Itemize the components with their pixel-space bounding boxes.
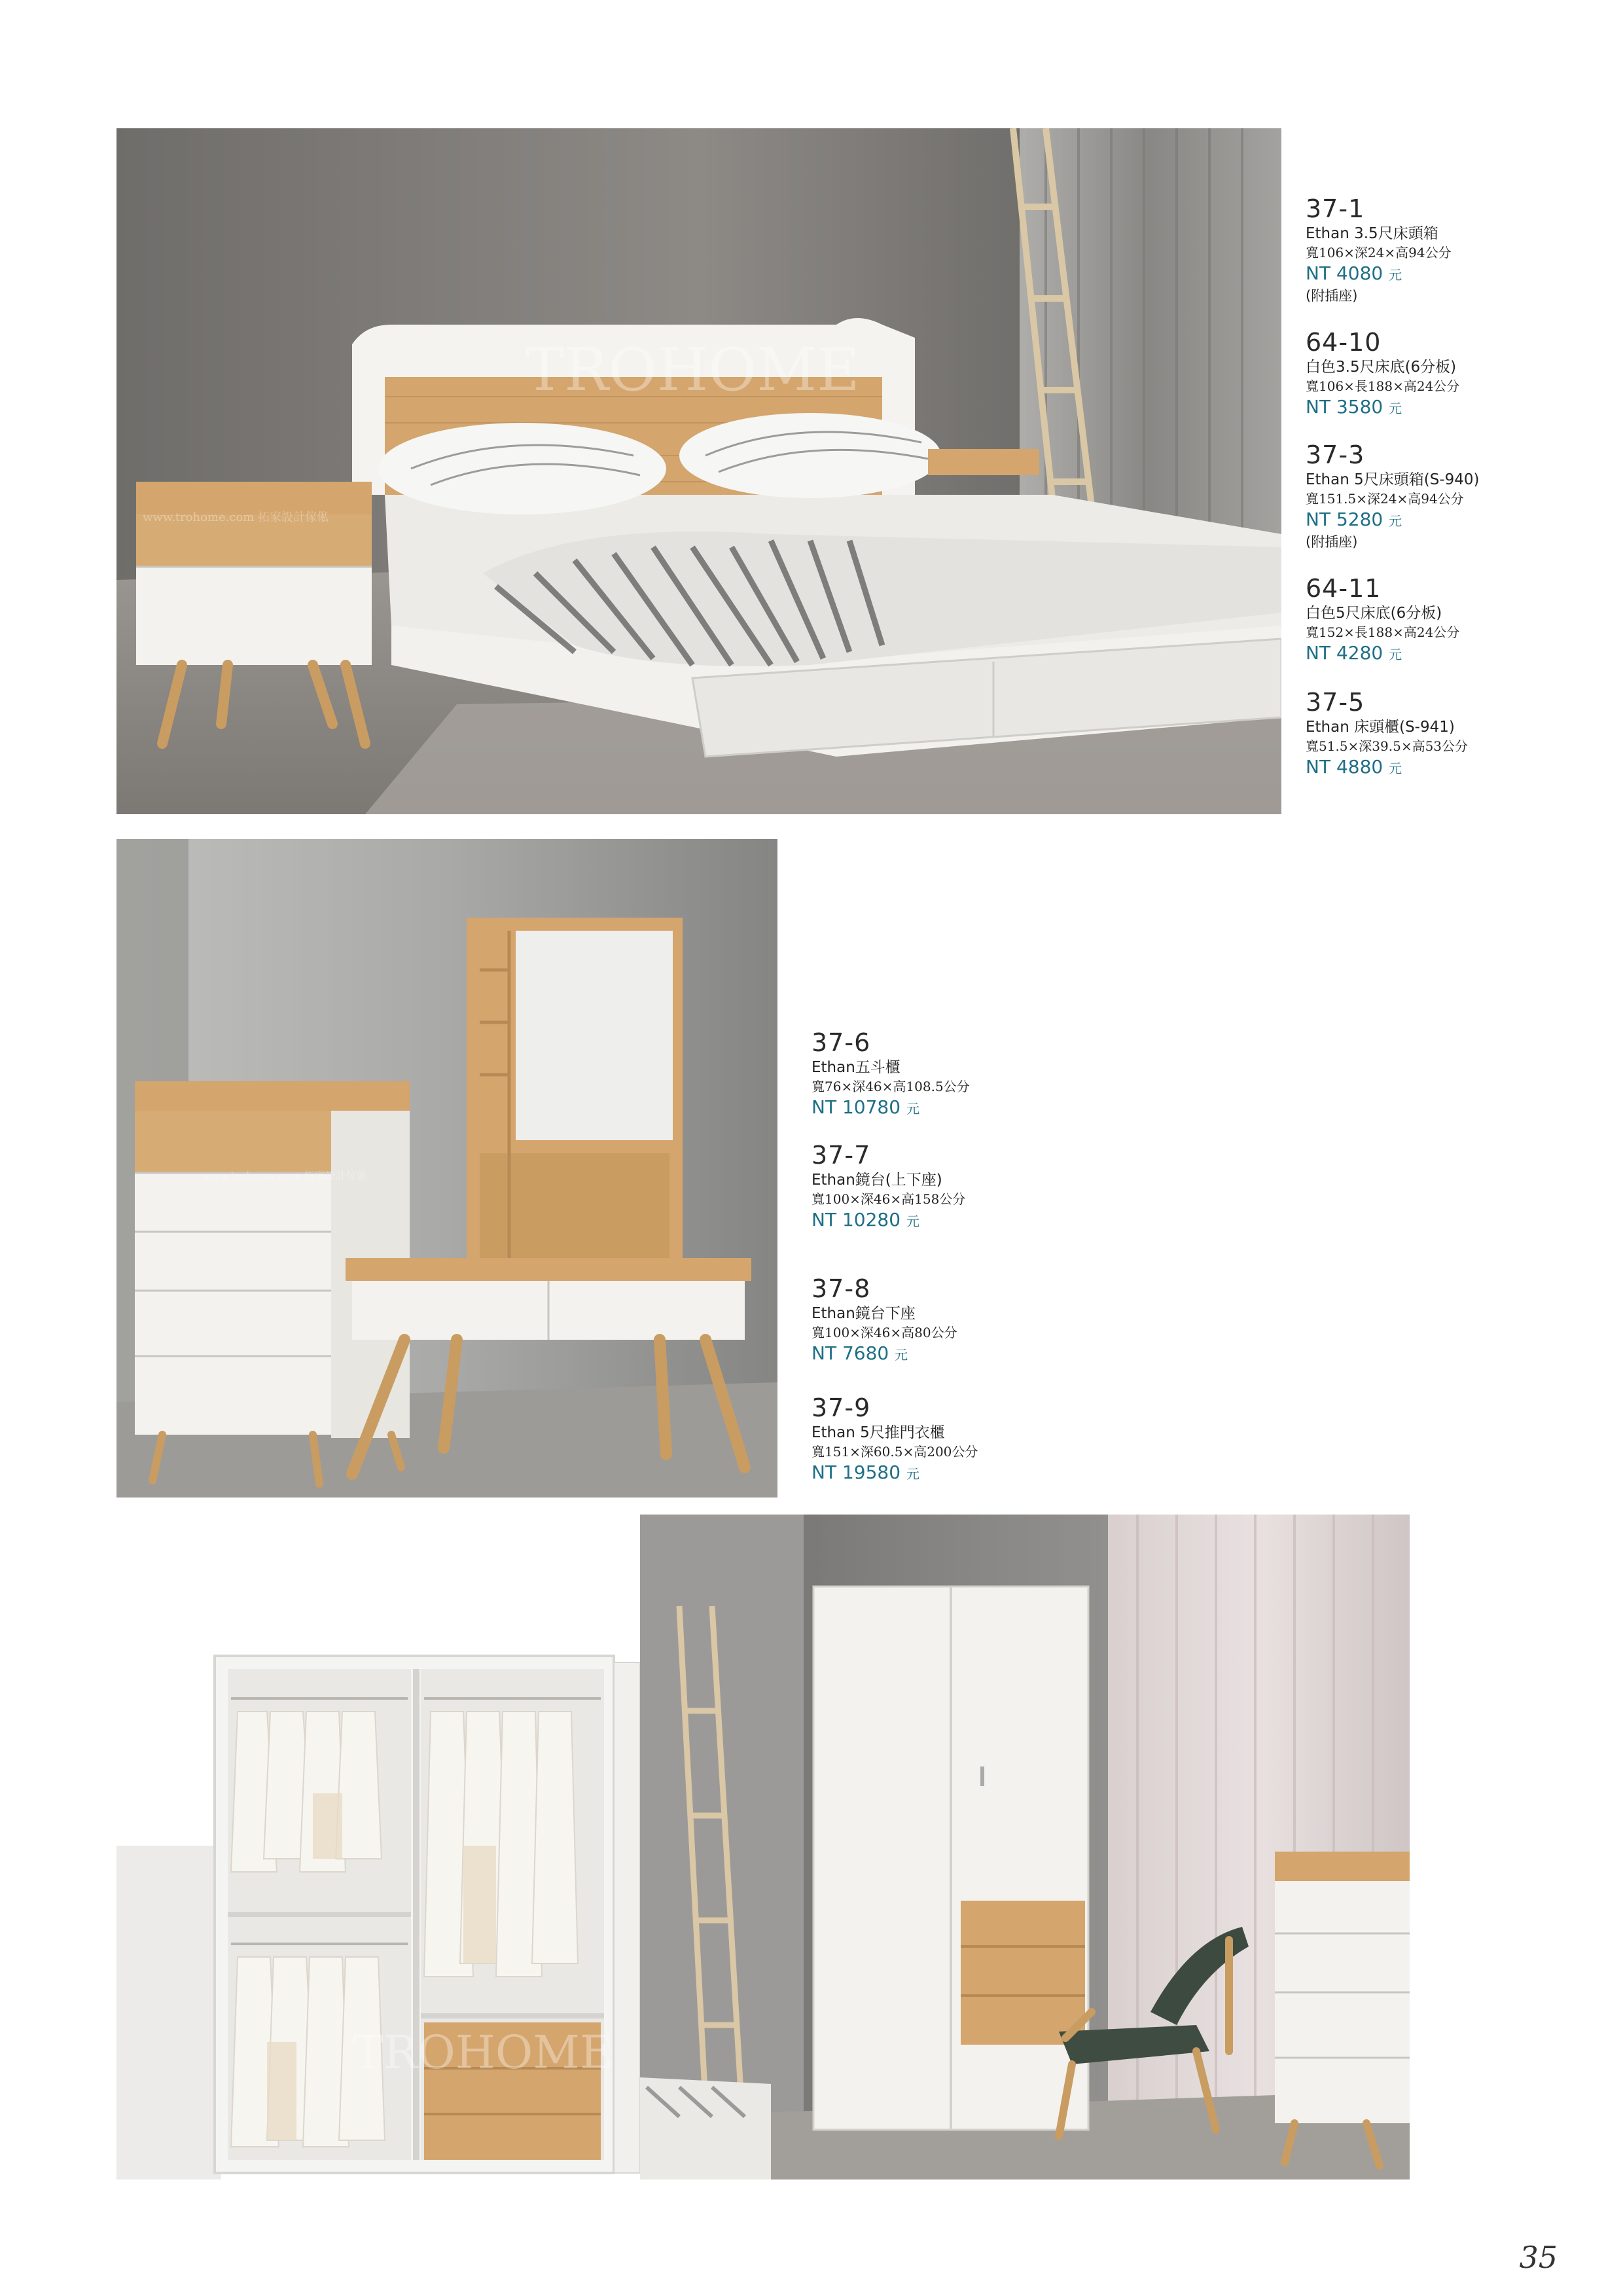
product-dimensions: 寬100×深46×高158公分 [812,1191,966,1207]
product-name: Ethan 5尺推門衣櫃 [812,1424,945,1441]
spec-37-5 [1306,687,1468,780]
product-code: 37-3 [1306,440,1365,469]
product-code: 37-8 [812,1274,871,1303]
product-name: 白色5尺床底(6分板) [1306,605,1442,622]
product-name: 白色3.5尺床底(6分板) [1306,359,1457,376]
product-price: NT 19580 元 [812,1462,919,1483]
spec-37-1 [1306,194,1452,305]
product-price: NT 5280 元 [1306,509,1402,530]
product-name: Ethan五斗櫃 [812,1059,901,1076]
product-note: (附插座) [1306,288,1358,304]
page-number: 35 [1519,2240,1558,2275]
product-name: Ethan 5尺床頭箱(S-940) [1306,471,1480,488]
spec-37-9 [812,1393,978,1486]
product-price: NT 4080 元 [1306,262,1402,284]
spec-64-10 [1306,327,1459,420]
product-price: NT 4280 元 [1306,642,1402,664]
product-dimensions: 寬51.5×深39.5×高53公分 [1306,738,1469,754]
product-name: Ethan鏡台下座 [812,1305,916,1322]
product-dimensions: 寬106×深24×高94公分 [1306,245,1452,260]
product-dimensions: 寬100×深46×高80公分 [812,1325,957,1340]
spec-64-11 [1306,573,1459,666]
bedroom-watermark: TROHOME [525,336,860,404]
product-code: 37-5 [1306,688,1365,717]
dresser-small-watermark: www.trohome.com 拓家設計傢俬 [202,1170,367,1182]
product-note: (附插座) [1306,534,1358,550]
product-price: NT 10780 元 [812,1096,919,1118]
product-name: Ethan 3.5尺床頭箱 [1306,225,1438,242]
product-dimensions: 寬151.5×深24×高94公分 [1306,491,1464,507]
product-code: 64-10 [1306,328,1382,357]
spec-37-6 [812,1028,970,1121]
product-code: 37-9 [812,1393,871,1422]
product-code: 64-11 [1306,574,1382,603]
bedroom-small-watermark: www.trohome.com 拓家設計傢俬 [143,511,329,524]
product-code: 37-6 [812,1028,871,1057]
product-dimensions: 寬76×深46×高108.5公分 [812,1079,970,1094]
product-price: NT 7680 元 [812,1342,908,1364]
wardrobe-watermark: TROHOME [353,2026,613,2079]
spec-37-3 [1306,440,1480,551]
product-dimensions: 寬106×長188×高24公分 [1306,378,1460,394]
spec-37-7 [812,1140,965,1233]
dresser-photo [116,839,777,1498]
product-code: 37-7 [812,1141,871,1170]
product-price: NT 10280 元 [812,1209,919,1230]
product-price: NT 4880 元 [1306,756,1402,778]
product-code: 37-1 [1306,194,1365,223]
product-name: Ethan 床頭櫃(S-941) [1306,719,1455,736]
spec-37-8 [812,1274,957,1367]
product-dimensions: 寬152×長188×高24公分 [1306,624,1460,640]
product-dimensions: 寬151×深60.5×高200公分 [812,1444,978,1460]
product-price: NT 3580 元 [1306,396,1402,418]
product-name: Ethan鏡台(上下座) [812,1172,942,1189]
sliding-wardrobe-photo [640,1515,1410,2179]
open-wardrobe-photo [116,1649,640,2179]
bedroom-photo [116,128,1281,814]
